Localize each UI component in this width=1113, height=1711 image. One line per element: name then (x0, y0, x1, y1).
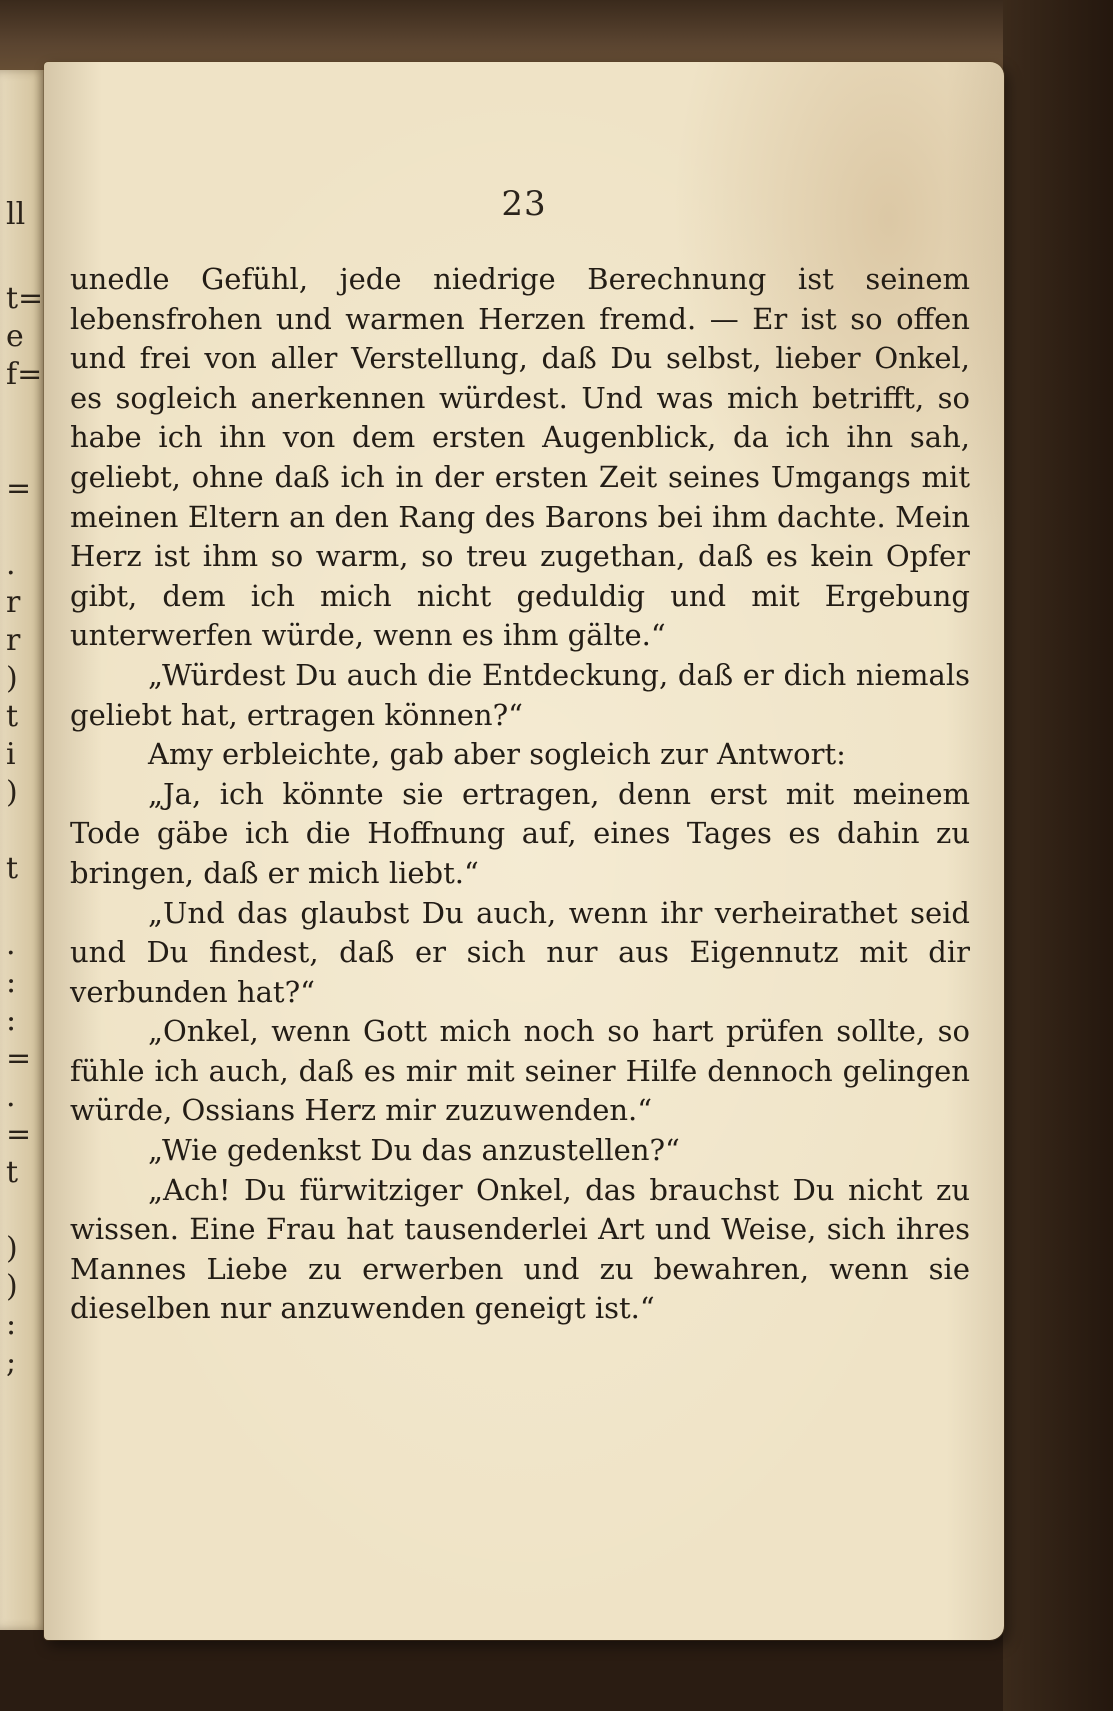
page-number: 23 (501, 184, 547, 224)
fragment: . (6, 927, 16, 962)
fragment: . (6, 1079, 16, 1114)
fragment: t (6, 699, 19, 734)
fragment: : (6, 1307, 17, 1342)
paragraph: unedle Gefühl, jede niedrige Berechnung ist seinem lebensfrohen und warmen Herzen fremd. — Er ist so offen und frei von aller Verstellung, daß Du selbst, lieber Onkel, es sogleich anerkennen würdest. Und was mich betrifft, so habe ich ihn von dem ersten Augenblick, da ich ihn sah, geliebt, ohne daß ich in der ersten Zeit seines Umgangs mit meinen Eltern an den Rang des Barons bei ihm dachte. Mein Herz ist ihm so warm, so treu zugethan, daß es kein Opfer gibt, dem ich mich nicht geduldig und mit Ergebung unterwerfen würde, wenn es ihm gälte.“ (70, 262, 970, 653)
fragment: : (6, 1003, 17, 1038)
book-cover-edge (1003, 0, 1113, 1711)
fragment: t= (6, 281, 44, 316)
paragraph: „Und das glaubst Du auch, wenn ihr verheirathet seid und Du findest, daß er sich nur aus Eigennutz mit dir verbunden hat?“ (70, 895, 970, 1009)
fragment: i (6, 737, 16, 772)
fragment: = (6, 1117, 32, 1152)
fragment: ll (6, 197, 26, 232)
fragment: = (6, 471, 32, 506)
fragment: . (6, 547, 16, 582)
fragment: ) (6, 1231, 18, 1266)
fragment: ) (6, 661, 18, 696)
fragment: r (6, 623, 21, 658)
fragment: t (6, 851, 19, 886)
fragment: e (6, 319, 24, 354)
fragment: ) (6, 775, 18, 810)
fragment: ) (6, 1269, 18, 1304)
previous-page-edge (0, 70, 48, 1630)
page-text (70, 260, 970, 1329)
paragraph: „Wie gedenkst Du das anzustellen?“ (148, 1133, 680, 1168)
paragraph: „Onkel, wenn Gott mich noch so hart prüfen sollte, so fühle ich auch, daß es mir mit seiner Hilfe dennoch gelingen würde, Ossians Herz mir zuzuwenden.“ (70, 1014, 970, 1128)
fragment: = (6, 1041, 32, 1076)
previous-page-fragments (2, 70, 42, 1630)
paragraph: „Würdest Du auch die Entdeckung, daß er dich niemals geliebt hat, ertragen können?“ (70, 657, 970, 732)
paragraph: „Ja, ich könnte sie ertragen, denn erst mit meinem Tode gäbe ich die Hoffnung auf, eines Tages es dahin zu bringen, daß er mich liebt.“ (70, 776, 970, 890)
fragment: f= (6, 357, 43, 392)
fragment: : (6, 965, 17, 1000)
paragraph: „Ach! Du fürwitziger Onkel, das brauchst Du nicht zu wissen. Eine Frau hat tausenderlei Art und Weise, sich ihres Mannes Liebe zu erwerben und zu bewahren, wenn sie dieselben nur anzuwenden geneigt ist.“ (70, 1172, 970, 1326)
paragraph: Amy erbleichte, gab aber sogleich zur Antwort: (148, 737, 846, 772)
fragment: t (6, 1155, 19, 1190)
fragment: ; (6, 1345, 17, 1380)
fragment: r (6, 585, 21, 620)
book-page (44, 62, 1004, 1640)
